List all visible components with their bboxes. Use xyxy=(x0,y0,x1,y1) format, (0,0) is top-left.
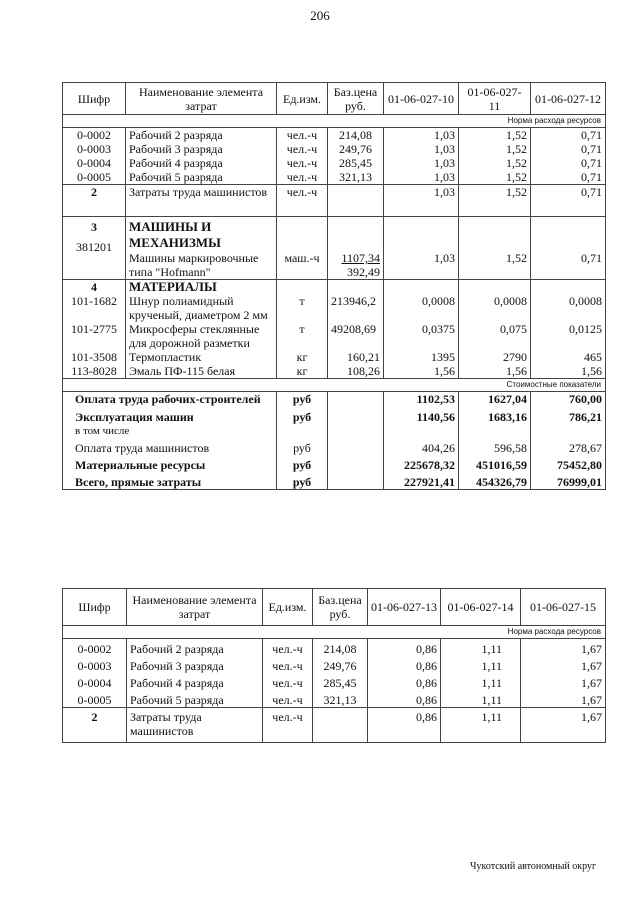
row-value-1: 0,86 xyxy=(368,656,441,673)
cost-value-2: 451016,59 xyxy=(459,455,531,472)
machine-code: 381201 xyxy=(76,240,112,254)
row-price: 214,08 xyxy=(328,128,384,143)
cost-value-2: 454326,79 xyxy=(459,472,531,490)
row-price: 285,45 xyxy=(313,673,368,690)
machine-price-sub: 392,49 xyxy=(347,265,380,279)
section-costs-label: Стоимостные показатели xyxy=(63,379,606,392)
row-price: 213946,2 xyxy=(328,280,384,323)
cost-row xyxy=(63,392,606,407)
row-name: Рабочий 5 разряда xyxy=(127,690,263,708)
row-value-3: 1,67 xyxy=(521,673,606,690)
row-value-3: 0,71 xyxy=(531,185,606,217)
header-col-13: 01-06-027-13 xyxy=(368,589,441,626)
row-value-2: 1,52 xyxy=(459,128,531,143)
section-norms-row xyxy=(63,626,606,639)
row-code: 101-3508 xyxy=(63,350,126,364)
row-price-empty xyxy=(328,185,384,217)
row-value-2: 1,52 xyxy=(459,217,531,280)
header-price: Баз.цена руб. xyxy=(328,83,384,115)
row-code: 0-0004 xyxy=(63,673,127,690)
row-code: 0-0005 xyxy=(63,690,127,708)
row-value-3: 1,67 xyxy=(521,690,606,708)
row-value-3: 1,56 xyxy=(531,364,606,379)
cost-unit: руб xyxy=(277,438,328,455)
row-name: Рабочий 3 разряда xyxy=(126,142,277,156)
row-price: 249,76 xyxy=(313,656,368,673)
resource-table-2 xyxy=(62,588,606,743)
row-price: 321,13 xyxy=(313,690,368,708)
row-value-2: 0,0008 xyxy=(459,280,531,323)
row-value-2: 1,52 xyxy=(459,156,531,170)
row-price: 285,45 xyxy=(328,156,384,170)
cost-price-empty xyxy=(328,472,384,490)
material-row xyxy=(63,350,606,364)
row-name: Рабочий 4 разряда xyxy=(126,156,277,170)
page-number: 206 xyxy=(310,8,330,23)
row-value-2: 1,52 xyxy=(459,142,531,156)
row-value-1: 0,86 xyxy=(368,673,441,690)
row-value-1: 0,86 xyxy=(368,639,441,657)
row-value-2: 1,11 xyxy=(441,708,521,743)
cost-price-empty xyxy=(328,392,384,407)
header-col-11: 01-06-027-11 xyxy=(459,83,531,115)
section-title: МАТЕРИАЛЫ xyxy=(129,279,217,294)
table-row xyxy=(63,690,606,708)
cost-row xyxy=(63,472,606,490)
row-code: 0-0003 xyxy=(63,656,127,673)
section-code: 3 xyxy=(91,220,97,234)
cost-value-2 xyxy=(459,424,531,438)
row-value-2: 1,52 xyxy=(459,185,531,217)
row-code: 0-0004 xyxy=(63,156,126,170)
material-row xyxy=(63,280,606,323)
cost-value-3: 278,67 xyxy=(531,438,606,455)
table-row xyxy=(63,673,606,690)
section-costs-row xyxy=(63,379,606,392)
table-header-row xyxy=(63,83,606,115)
row-unit: чел.-ч xyxy=(277,156,328,170)
row-price: 49208,69 xyxy=(328,322,384,350)
cost-value-1: 225678,32 xyxy=(384,455,459,472)
row-value-2: 1,11 xyxy=(441,690,521,708)
row-name: Эмаль ПФ-115 белая xyxy=(126,364,277,379)
cost-row xyxy=(63,455,606,472)
row-value-2: 2790 xyxy=(459,350,531,364)
section-norms-label: Норма расхода ресурсов xyxy=(63,626,606,639)
header-unit: Ед.изм. xyxy=(277,83,328,115)
cost-name: в том числе xyxy=(63,424,277,438)
machine-price: 1107,34 xyxy=(341,251,380,265)
material-name: Шнур полиамидный крученый, диаметром 2 мм xyxy=(129,294,268,322)
cost-value-3: 76999,01 xyxy=(531,472,606,490)
machine-name: Машины маркировочные типа "Hofmann" xyxy=(129,251,259,279)
row-value-1: 1,03 xyxy=(384,185,459,217)
row-name xyxy=(126,280,277,323)
row-price: 214,08 xyxy=(313,639,368,657)
row-value-1: 1,03 xyxy=(384,170,459,185)
row-unit: кг xyxy=(277,364,328,379)
row-value-2: 1,11 xyxy=(441,656,521,673)
row-value-1: 1,03 xyxy=(384,128,459,143)
row-name: Рабочий 3 разряда xyxy=(127,656,263,673)
row-value-3: 0,0125 xyxy=(531,322,606,350)
row-value-2: 1,11 xyxy=(441,639,521,657)
footer-region: Чукотский автономный округ xyxy=(470,861,597,872)
row-unit: т xyxy=(277,280,328,323)
resource-table-1 xyxy=(62,82,606,490)
header-name: Наименование элемента затрат xyxy=(127,589,263,626)
row-value-2: 0,075 xyxy=(459,322,531,350)
cost-value-3: 760,00 xyxy=(531,392,606,407)
table-row xyxy=(63,170,606,185)
cost-value-3 xyxy=(531,424,606,438)
table-header-row xyxy=(63,589,606,626)
machinists-row xyxy=(63,185,606,217)
header-code: Шифр xyxy=(63,83,126,115)
section-title: МАШИНЫ И МЕХАНИЗМЫ xyxy=(129,219,221,250)
row-value-1: 0,86 xyxy=(368,690,441,708)
row-unit: чел.-ч xyxy=(263,639,313,657)
cost-value-2: 1683,16 xyxy=(459,406,531,424)
cost-unit: руб xyxy=(277,406,328,424)
material-code: 101-1682 xyxy=(71,294,117,308)
cost-row xyxy=(63,438,606,455)
row-code xyxy=(63,280,126,323)
section-norms-row xyxy=(63,115,606,128)
row-unit: чел.-ч xyxy=(263,656,313,673)
header-col-14: 01-06-027-14 xyxy=(441,589,521,626)
cost-value-1: 227921,41 xyxy=(384,472,459,490)
row-code: 0-0002 xyxy=(63,128,126,143)
header-col-12: 01-06-027-12 xyxy=(531,83,606,115)
cost-value-3: 75452,80 xyxy=(531,455,606,472)
row-value-1: 0,0375 xyxy=(384,322,459,350)
row-unit: чел.-ч xyxy=(263,673,313,690)
row-unit: чел.-ч xyxy=(277,128,328,143)
row-value-2: 1,52 xyxy=(459,170,531,185)
row-price: 321,13 xyxy=(328,170,384,185)
header-name: Наименование элемента затрат xyxy=(126,83,277,115)
material-row xyxy=(63,364,606,379)
row-code: 2 xyxy=(63,185,126,217)
row-price: 249,76 xyxy=(328,142,384,156)
table-row xyxy=(63,142,606,156)
row-value-1: 1395 xyxy=(384,350,459,364)
row-code: 101-2775 xyxy=(63,322,126,350)
header-price: Баз.цена руб. xyxy=(313,589,368,626)
cost-value-1: 1102,53 xyxy=(384,392,459,407)
row-name xyxy=(126,217,277,280)
table-row xyxy=(63,656,606,673)
row-value-3: 1,67 xyxy=(521,708,606,743)
row-value-1: 1,03 xyxy=(384,142,459,156)
row-name: Микросферы стеклянные для дорожной разметки xyxy=(126,322,277,350)
cost-value-2: 596,58 xyxy=(459,438,531,455)
row-value-1: 1,03 xyxy=(384,217,459,280)
machinists-row xyxy=(63,708,606,743)
cost-price-empty xyxy=(328,406,384,424)
row-price: 160,21 xyxy=(328,350,384,364)
cost-name: Материальные ресурсы xyxy=(63,455,277,472)
cost-value-1: 1140,56 xyxy=(384,406,459,424)
section-code: 4 xyxy=(91,280,97,294)
row-value-2: 1,11 xyxy=(441,673,521,690)
row-unit: чел.-ч xyxy=(277,185,328,217)
cost-value-3: 786,21 xyxy=(531,406,606,424)
table-row xyxy=(63,639,606,657)
row-unit: т xyxy=(277,322,328,350)
row-value-1: 1,03 xyxy=(384,156,459,170)
row-price xyxy=(328,217,384,280)
header-unit: Ед.изм. xyxy=(263,589,313,626)
row-value-3: 0,0008 xyxy=(531,280,606,323)
cost-value-1 xyxy=(384,424,459,438)
cost-value-2: 1627,04 xyxy=(459,392,531,407)
cost-unit xyxy=(277,424,328,438)
row-unit: маш.-ч xyxy=(277,217,328,280)
row-value-3: 0,71 xyxy=(531,170,606,185)
row-value-1: 1,56 xyxy=(384,364,459,379)
row-name: Рабочий 4 разряда xyxy=(127,673,263,690)
material-row xyxy=(63,322,606,350)
row-value-1: 0,86 xyxy=(368,708,441,743)
row-value-3: 0,71 xyxy=(531,128,606,143)
row-unit: чел.-ч xyxy=(277,142,328,156)
cost-unit: руб xyxy=(277,392,328,407)
row-name: Рабочий 5 разряда xyxy=(126,170,277,185)
row-value-3: 0,71 xyxy=(531,217,606,280)
cost-price-empty xyxy=(328,424,384,438)
row-unit: чел.-ч xyxy=(263,708,313,743)
table-row xyxy=(63,156,606,170)
section-norms-label: Норма расхода ресурсов xyxy=(63,115,606,128)
row-unit: кг xyxy=(277,350,328,364)
row-value-3: 1,67 xyxy=(521,639,606,657)
row-value-3: 0,71 xyxy=(531,142,606,156)
header-code: Шифр xyxy=(63,589,127,626)
row-value-3: 0,71 xyxy=(531,156,606,170)
row-code: 0-0002 xyxy=(63,639,127,657)
row-name: Затраты труда машинистов xyxy=(127,708,263,743)
row-name: Затраты труда машинистов xyxy=(126,185,277,217)
cost-row xyxy=(63,424,606,438)
row-value-1: 0,0008 xyxy=(384,280,459,323)
cost-value-1: 404,26 xyxy=(384,438,459,455)
row-code: 0-0003 xyxy=(63,142,126,156)
row-code: 0-0005 xyxy=(63,170,126,185)
row-code xyxy=(63,217,126,280)
row-price-empty xyxy=(313,708,368,743)
header-col-10: 01-06-027-10 xyxy=(384,83,459,115)
cost-unit: руб xyxy=(277,472,328,490)
cost-price-empty xyxy=(328,438,384,455)
cost-name: Оплата труда рабочих-строителей xyxy=(63,392,277,407)
row-unit: чел.-ч xyxy=(263,690,313,708)
row-name: Термопластик xyxy=(126,350,277,364)
row-value-3: 465 xyxy=(531,350,606,364)
machines-row xyxy=(63,217,606,280)
row-unit: чел.-ч xyxy=(277,170,328,185)
table-row xyxy=(63,128,606,143)
row-name: Рабочий 2 разряда xyxy=(126,128,277,143)
cost-unit: руб xyxy=(277,455,328,472)
row-value-3: 1,67 xyxy=(521,656,606,673)
row-code: 2 xyxy=(63,708,127,743)
row-name: Рабочий 2 разряда xyxy=(127,639,263,657)
cost-name: Оплата труда машинистов xyxy=(63,438,277,455)
row-code: 113-8028 xyxy=(63,364,126,379)
cost-row xyxy=(63,406,606,424)
cost-name: Всего, прямые затраты xyxy=(63,472,277,490)
header-col-15: 01-06-027-15 xyxy=(521,589,606,626)
cost-price-empty xyxy=(328,455,384,472)
row-price: 108,26 xyxy=(328,364,384,379)
cost-name: Эксплуатация машин xyxy=(63,406,277,424)
row-value-2: 1,56 xyxy=(459,364,531,379)
